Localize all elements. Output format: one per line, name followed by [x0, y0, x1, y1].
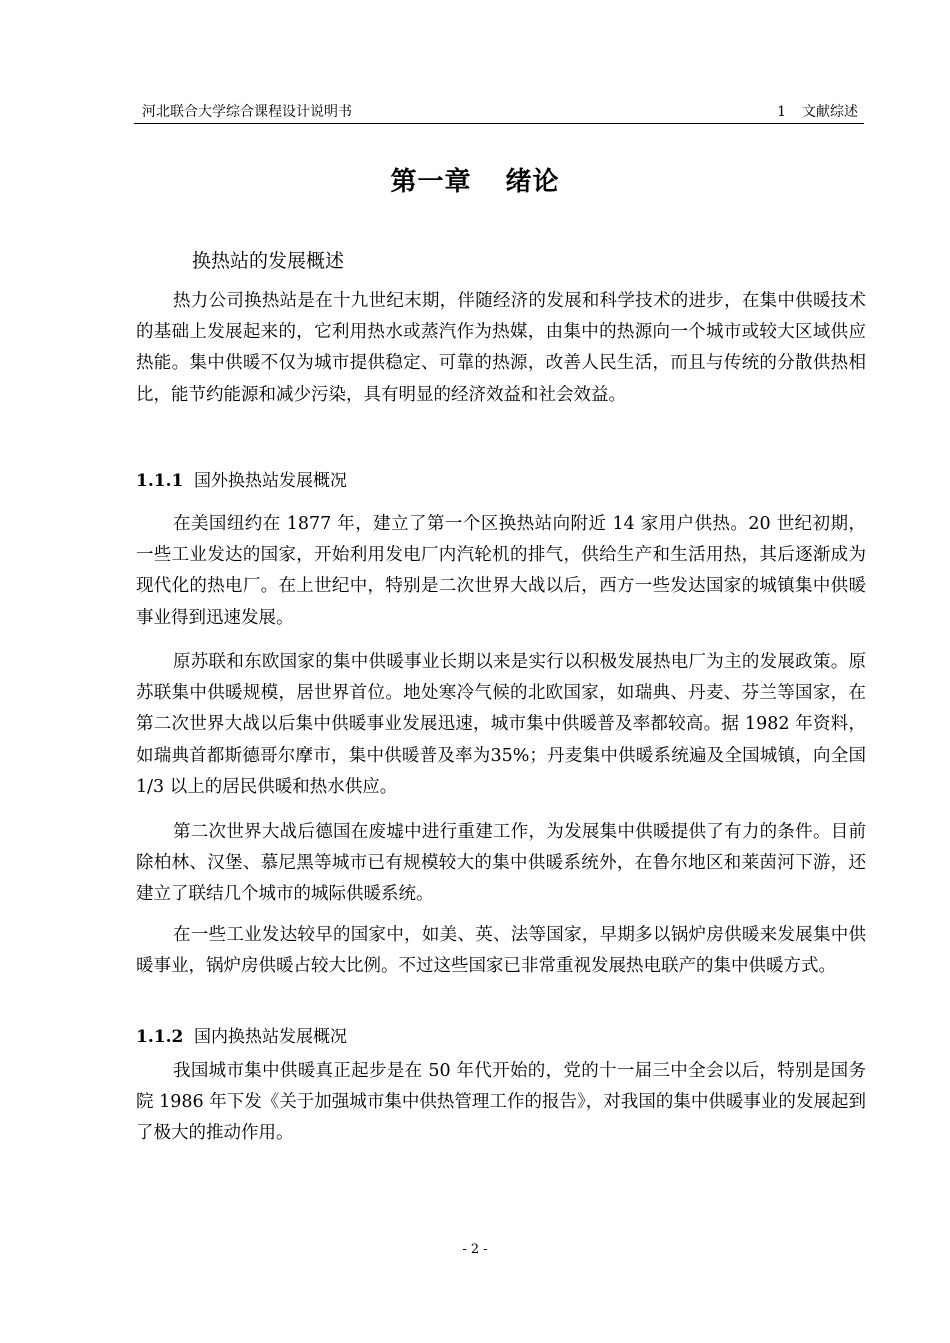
- header-document-title: 河北联合大学综合课程设计说明书: [142, 104, 352, 120]
- paragraph: 在美国纽约在 1877 年，建立了第一个区换热站向附近 14 家用户供热。20 世纪初期，一些工业发达的国家，开始利用发电厂内汽轮机的排气，供给生产和生活用热，其后逐渐成为现代化的热电厂。在上世纪中，特别是二次世界大战以后，西方一些发达国家的城镇集中供暖事业得到迅速发展。: [136, 514, 866, 628]
- subsection-number: 1.1.2: [136, 1027, 184, 1047]
- paragraph: 第二次世界大战后德国在废墟中进行重建工作，为发展集中供暖提供了有力的条件。目前除柏林、汉堡、慕尼黑等城市已有规模较大的集中供暖系统外，在鲁尔地区和莱茵河下游，还建立了联结几个城市的城际供暖系统。: [136, 822, 866, 905]
- page-header: [134, 101, 864, 124]
- header-chapter: [777, 101, 858, 123]
- page-number: - 2 -: [462, 1242, 488, 1257]
- chapter-label: 第一章: [390, 167, 472, 197]
- subsection-number: 1.1.1: [136, 471, 184, 491]
- chapter-name: 绪论: [505, 167, 560, 197]
- section-title: 换热站的发展概述: [192, 250, 345, 272]
- paragraph: 在一些工业发达较早的国家中，如美、英、法等国家，早期多以锅炉房供暖来发展集中供暖事业，锅炉房供暖占较大比例。不过这些国家已非常重视发展热电联产的集中供暖方式。: [136, 925, 866, 977]
- paragraph: 原苏联和东欧国家的集中供暖事业长期以来是实行以积极发展热电厂为主的发展政策。原苏联集中供暖规模，居世界首位。地处寒冷气候的北欧国家，如瑞典、丹麦、芬兰等国家，在第二次世界大战以后集中供暖事业发展迅速，城市集中供暖普及率都较高。据 1982 年资料，如瑞典首都斯德哥尔摩市，集中供暖普及率为35%；丹麦集中供暖系统遍及全国城镇，向全国1/3 以上的居民供暖和热水供应。: [136, 652, 866, 797]
- subsection-title: 国内换热站发展概况: [194, 1027, 347, 1047]
- subsection-heading-1-1-1: [136, 466, 347, 496]
- intro-paragraph: 热力公司换热站是在十九世纪末期，伴随经济的发展和科学技术的进步，在集中供暖技术的基础上发展起来的，它利用热水或蒸汽作为热媒，由集中的热源向一个城市或较大区域供应热能。集中供暖不仅为城市提供稳定、可靠的热源，改善人民生活，而且与传统的分散供热相比，能节约能源和减少污染，具有明显的经济效益和社会效益。: [136, 291, 866, 405]
- header-chapter-name: 文献综述: [802, 104, 858, 120]
- subsection-title: 国外换热站发展概况: [194, 471, 347, 491]
- chapter-title: [0, 160, 950, 204]
- paragraph: 我国城市集中供暖真正起步是在 50 年代开始的，党的十一届三中全会以后，特别是国务院 1986 年下发《关于加强城市集中供热管理工作的报告》，对我国的集中供暖事业的发展起到了极大的推动作用。: [136, 1061, 866, 1144]
- header-chapter-number: 1: [777, 104, 786, 120]
- subsection-heading-1-1-2: [136, 1022, 347, 1052]
